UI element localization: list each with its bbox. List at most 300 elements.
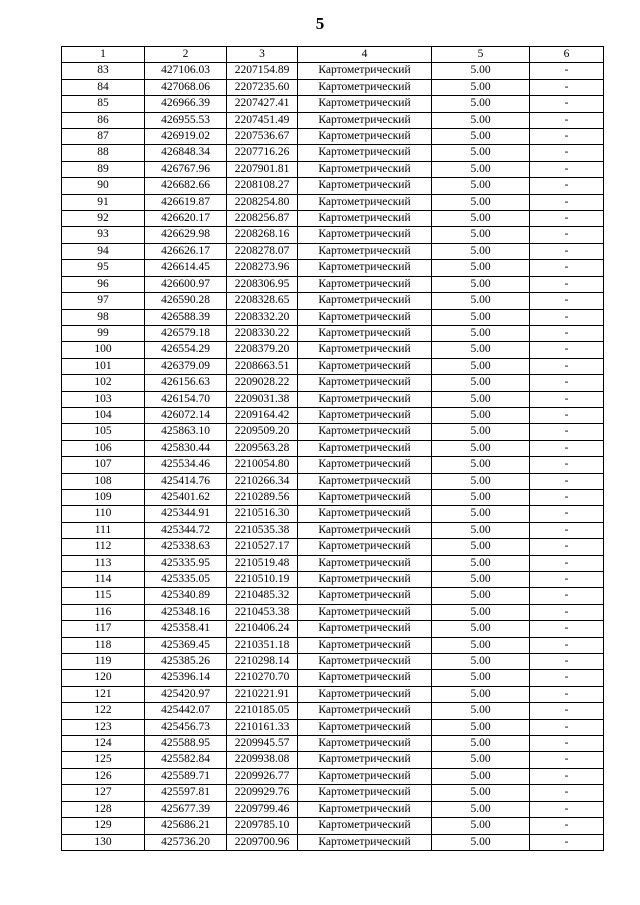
table-row — [62, 260, 604, 276]
x-coordinate-cell: 425830.44 — [145, 440, 227, 456]
table-row — [62, 424, 604, 440]
table-row — [62, 621, 604, 637]
x-coordinate-cell: 426626.17 — [145, 243, 227, 259]
table-row — [62, 785, 604, 801]
point-number-cell: 116 — [62, 604, 145, 620]
table-row — [62, 555, 604, 571]
accuracy-cell: 5.00 — [432, 309, 530, 325]
table-row — [62, 79, 604, 95]
note-cell: - — [530, 670, 604, 686]
header-cell-6: 6 — [530, 47, 604, 63]
x-coordinate-cell: 425396.14 — [145, 670, 227, 686]
x-coordinate-cell: 425582.84 — [145, 752, 227, 768]
method-cell: Картометрический — [298, 818, 432, 834]
y-coordinate-cell: 2209938.08 — [227, 752, 298, 768]
point-number-cell: 99 — [62, 325, 145, 341]
x-coordinate-cell: 426629.98 — [145, 227, 227, 243]
x-coordinate-cell: 426072.14 — [145, 407, 227, 423]
table-row — [62, 391, 604, 407]
method-cell: Картометрический — [298, 719, 432, 735]
table-row — [62, 375, 604, 391]
note-cell: - — [530, 637, 604, 653]
coordinates-table — [61, 46, 604, 851]
accuracy-cell: 5.00 — [432, 63, 530, 79]
method-cell: Картометрический — [298, 424, 432, 440]
point-number-cell: 117 — [62, 621, 145, 637]
y-coordinate-cell: 2207154.89 — [227, 63, 298, 79]
note-cell: - — [530, 194, 604, 210]
x-coordinate-cell: 425589.71 — [145, 768, 227, 784]
table-row — [62, 473, 604, 489]
method-cell: Картометрический — [298, 145, 432, 161]
y-coordinate-cell: 2210485.32 — [227, 588, 298, 604]
note-cell: - — [530, 129, 604, 145]
method-cell: Картометрический — [298, 752, 432, 768]
x-coordinate-cell: 425420.97 — [145, 686, 227, 702]
x-coordinate-cell: 426848.34 — [145, 145, 227, 161]
accuracy-cell: 5.00 — [432, 473, 530, 489]
y-coordinate-cell: 2210289.56 — [227, 489, 298, 505]
method-cell: Картометрический — [298, 522, 432, 538]
note-cell: - — [530, 112, 604, 128]
note-cell: - — [530, 178, 604, 194]
accuracy-cell: 5.00 — [432, 424, 530, 440]
y-coordinate-cell: 2207427.41 — [227, 96, 298, 112]
x-coordinate-cell: 425597.81 — [145, 785, 227, 801]
table-header-row — [62, 47, 604, 63]
x-coordinate-cell: 425401.62 — [145, 489, 227, 505]
x-coordinate-cell: 425414.76 — [145, 473, 227, 489]
note-cell: - — [530, 818, 604, 834]
y-coordinate-cell: 2208332.20 — [227, 309, 298, 325]
x-coordinate-cell: 425338.63 — [145, 539, 227, 555]
note-cell: - — [530, 63, 604, 79]
method-cell: Картометрический — [298, 342, 432, 358]
point-number-cell: 104 — [62, 407, 145, 423]
header-cell-1: 1 — [62, 47, 145, 63]
method-cell: Картометрический — [298, 309, 432, 325]
y-coordinate-cell: 2208256.87 — [227, 211, 298, 227]
y-coordinate-cell: 2210406.24 — [227, 621, 298, 637]
table-row — [62, 654, 604, 670]
point-number-cell: 101 — [62, 358, 145, 374]
accuracy-cell: 5.00 — [432, 342, 530, 358]
accuracy-cell: 5.00 — [432, 752, 530, 768]
note-cell: - — [530, 79, 604, 95]
y-coordinate-cell: 2207536.67 — [227, 129, 298, 145]
accuracy-cell: 5.00 — [432, 539, 530, 555]
method-cell: Картометрический — [298, 161, 432, 177]
accuracy-cell: 5.00 — [432, 834, 530, 850]
x-coordinate-cell: 425385.26 — [145, 654, 227, 670]
x-coordinate-cell: 425340.89 — [145, 588, 227, 604]
method-cell: Картометрический — [298, 457, 432, 473]
x-coordinate-cell: 426620.17 — [145, 211, 227, 227]
table-row — [62, 293, 604, 309]
table-row — [62, 325, 604, 341]
point-number-cell: 110 — [62, 506, 145, 522]
header-cell-2: 2 — [145, 47, 227, 63]
y-coordinate-cell: 2208663.51 — [227, 358, 298, 374]
y-coordinate-cell: 2210298.14 — [227, 654, 298, 670]
method-cell: Картометрический — [298, 293, 432, 309]
x-coordinate-cell: 425344.91 — [145, 506, 227, 522]
accuracy-cell: 5.00 — [432, 489, 530, 505]
point-number-cell: 87 — [62, 129, 145, 145]
table-row — [62, 670, 604, 686]
x-coordinate-cell: 426379.09 — [145, 358, 227, 374]
method-cell: Картометрический — [298, 79, 432, 95]
table-row — [62, 145, 604, 161]
point-number-cell: 111 — [62, 522, 145, 538]
y-coordinate-cell: 2208273.96 — [227, 260, 298, 276]
note-cell: - — [530, 703, 604, 719]
note-cell: - — [530, 358, 604, 374]
note-cell: - — [530, 243, 604, 259]
point-number-cell: 98 — [62, 309, 145, 325]
point-number-cell: 122 — [62, 703, 145, 719]
y-coordinate-cell: 2210527.17 — [227, 539, 298, 555]
table-row — [62, 194, 604, 210]
header-cell-3: 3 — [227, 47, 298, 63]
table-row — [62, 818, 604, 834]
note-cell: - — [530, 621, 604, 637]
point-number-cell: 127 — [62, 785, 145, 801]
method-cell: Картометрический — [298, 227, 432, 243]
y-coordinate-cell: 2209028.22 — [227, 375, 298, 391]
note-cell: - — [530, 424, 604, 440]
accuracy-cell: 5.00 — [432, 588, 530, 604]
table-row — [62, 637, 604, 653]
y-coordinate-cell: 2208330.22 — [227, 325, 298, 341]
note-cell: - — [530, 161, 604, 177]
point-number-cell: 105 — [62, 424, 145, 440]
table-row — [62, 834, 604, 850]
method-cell: Картометрический — [298, 112, 432, 128]
table-row — [62, 768, 604, 784]
accuracy-cell: 5.00 — [432, 785, 530, 801]
x-coordinate-cell: 426919.02 — [145, 129, 227, 145]
accuracy-cell: 5.00 — [432, 801, 530, 817]
method-cell: Картометрический — [298, 391, 432, 407]
method-cell: Картометрический — [298, 686, 432, 702]
method-cell: Картометрический — [298, 473, 432, 489]
method-cell: Картометрический — [298, 604, 432, 620]
accuracy-cell: 5.00 — [432, 391, 530, 407]
accuracy-cell: 5.00 — [432, 572, 530, 588]
note-cell: - — [530, 260, 604, 276]
y-coordinate-cell: 2209785.10 — [227, 818, 298, 834]
table-row — [62, 572, 604, 588]
x-coordinate-cell: 425358.41 — [145, 621, 227, 637]
method-cell: Картометрический — [298, 211, 432, 227]
x-coordinate-cell: 426156.63 — [145, 375, 227, 391]
method-cell: Картометрический — [298, 506, 432, 522]
note-cell: - — [530, 522, 604, 538]
method-cell: Картометрический — [298, 555, 432, 571]
method-cell: Картометрический — [298, 63, 432, 79]
y-coordinate-cell: 2207235.60 — [227, 79, 298, 95]
point-number-cell: 100 — [62, 342, 145, 358]
y-coordinate-cell: 2209926.77 — [227, 768, 298, 784]
method-cell: Картометрический — [298, 588, 432, 604]
point-number-cell: 113 — [62, 555, 145, 571]
y-coordinate-cell: 2210161.33 — [227, 719, 298, 735]
y-coordinate-cell: 2207716.26 — [227, 145, 298, 161]
note-cell: - — [530, 457, 604, 473]
x-coordinate-cell: 425736.20 — [145, 834, 227, 850]
x-coordinate-cell: 425344.72 — [145, 522, 227, 538]
note-cell: - — [530, 785, 604, 801]
method-cell: Картометрический — [298, 129, 432, 145]
y-coordinate-cell: 2210516.30 — [227, 506, 298, 522]
y-coordinate-cell: 2210453.38 — [227, 604, 298, 620]
note-cell: - — [530, 227, 604, 243]
table-row — [62, 129, 604, 145]
accuracy-cell: 5.00 — [432, 506, 530, 522]
table-row — [62, 489, 604, 505]
note-cell: - — [530, 391, 604, 407]
accuracy-cell: 5.00 — [432, 358, 530, 374]
note-cell: - — [530, 654, 604, 670]
accuracy-cell: 5.00 — [432, 211, 530, 227]
accuracy-cell: 5.00 — [432, 112, 530, 128]
table-row — [62, 457, 604, 473]
note-cell: - — [530, 293, 604, 309]
point-number-cell: 118 — [62, 637, 145, 653]
y-coordinate-cell: 2210054.80 — [227, 457, 298, 473]
point-number-cell: 120 — [62, 670, 145, 686]
table-row — [62, 342, 604, 358]
point-number-cell: 103 — [62, 391, 145, 407]
table-row — [62, 539, 604, 555]
table-row — [62, 243, 604, 259]
y-coordinate-cell: 2210221.91 — [227, 686, 298, 702]
accuracy-cell: 5.00 — [432, 719, 530, 735]
note-cell: - — [530, 555, 604, 571]
point-number-cell: 125 — [62, 752, 145, 768]
note-cell: - — [530, 276, 604, 292]
note-cell: - — [530, 572, 604, 588]
point-number-cell: 83 — [62, 63, 145, 79]
x-coordinate-cell: 426600.97 — [145, 276, 227, 292]
method-cell: Картометрический — [298, 801, 432, 817]
method-cell: Картометрический — [298, 670, 432, 686]
accuracy-cell: 5.00 — [432, 555, 530, 571]
method-cell: Картометрический — [298, 703, 432, 719]
y-coordinate-cell: 2208268.16 — [227, 227, 298, 243]
accuracy-cell: 5.00 — [432, 194, 530, 210]
method-cell: Картометрический — [298, 654, 432, 670]
accuracy-cell: 5.00 — [432, 686, 530, 702]
note-cell: - — [530, 211, 604, 227]
note-cell: - — [530, 506, 604, 522]
accuracy-cell: 5.00 — [432, 243, 530, 259]
point-number-cell: 121 — [62, 686, 145, 702]
y-coordinate-cell: 2208379.20 — [227, 342, 298, 358]
x-coordinate-cell: 427106.03 — [145, 63, 227, 79]
accuracy-cell: 5.00 — [432, 227, 530, 243]
note-cell: - — [530, 834, 604, 850]
note-cell: - — [530, 752, 604, 768]
note-cell: - — [530, 801, 604, 817]
method-cell: Картометрический — [298, 736, 432, 752]
note-cell: - — [530, 489, 604, 505]
point-number-cell: 129 — [62, 818, 145, 834]
x-coordinate-cell: 426554.29 — [145, 342, 227, 358]
y-coordinate-cell: 2208278.07 — [227, 243, 298, 259]
table-row — [62, 686, 604, 702]
x-coordinate-cell: 426767.96 — [145, 161, 227, 177]
note-cell: - — [530, 719, 604, 735]
y-coordinate-cell: 2208254.80 — [227, 194, 298, 210]
x-coordinate-cell: 426614.45 — [145, 260, 227, 276]
note-cell: - — [530, 768, 604, 784]
accuracy-cell: 5.00 — [432, 145, 530, 161]
x-coordinate-cell: 426966.39 — [145, 96, 227, 112]
method-cell: Картометрический — [298, 243, 432, 259]
method-cell: Картометрический — [298, 375, 432, 391]
accuracy-cell: 5.00 — [432, 768, 530, 784]
point-number-cell: 88 — [62, 145, 145, 161]
accuracy-cell: 5.00 — [432, 161, 530, 177]
point-number-cell: 114 — [62, 572, 145, 588]
method-cell: Картометрический — [298, 260, 432, 276]
table-row — [62, 506, 604, 522]
x-coordinate-cell: 426154.70 — [145, 391, 227, 407]
accuracy-cell: 5.00 — [432, 407, 530, 423]
note-cell: - — [530, 539, 604, 555]
note-cell: - — [530, 342, 604, 358]
accuracy-cell: 5.00 — [432, 440, 530, 456]
y-coordinate-cell: 2210270.70 — [227, 670, 298, 686]
accuracy-cell: 5.00 — [432, 654, 530, 670]
header-cell-4: 4 — [298, 47, 432, 63]
note-cell: - — [530, 309, 604, 325]
method-cell: Картометрический — [298, 325, 432, 341]
table-row — [62, 752, 604, 768]
method-cell: Картометрический — [298, 768, 432, 784]
accuracy-cell: 5.00 — [432, 79, 530, 95]
accuracy-cell: 5.00 — [432, 703, 530, 719]
x-coordinate-cell: 425588.95 — [145, 736, 227, 752]
point-number-cell: 124 — [62, 736, 145, 752]
note-cell: - — [530, 145, 604, 161]
note-cell: - — [530, 407, 604, 423]
method-cell: Картометрический — [298, 96, 432, 112]
y-coordinate-cell: 2210351.18 — [227, 637, 298, 653]
x-coordinate-cell: 426590.28 — [145, 293, 227, 309]
accuracy-cell: 5.00 — [432, 178, 530, 194]
accuracy-cell: 5.00 — [432, 522, 530, 538]
y-coordinate-cell: 2210266.34 — [227, 473, 298, 489]
table-row — [62, 96, 604, 112]
table-row — [62, 440, 604, 456]
x-coordinate-cell: 425686.21 — [145, 818, 227, 834]
method-cell: Картометрический — [298, 785, 432, 801]
note-cell: - — [530, 440, 604, 456]
point-number-cell: 109 — [62, 489, 145, 505]
y-coordinate-cell: 2209164.42 — [227, 407, 298, 423]
x-coordinate-cell: 425534.46 — [145, 457, 227, 473]
y-coordinate-cell: 2210510.19 — [227, 572, 298, 588]
point-number-cell: 115 — [62, 588, 145, 604]
note-cell: - — [530, 473, 604, 489]
point-number-cell: 94 — [62, 243, 145, 259]
accuracy-cell: 5.00 — [432, 670, 530, 686]
x-coordinate-cell: 426619.87 — [145, 194, 227, 210]
x-coordinate-cell: 426588.39 — [145, 309, 227, 325]
x-coordinate-cell: 425335.05 — [145, 572, 227, 588]
point-number-cell: 126 — [62, 768, 145, 784]
point-number-cell: 102 — [62, 375, 145, 391]
y-coordinate-cell: 2209799.46 — [227, 801, 298, 817]
x-coordinate-cell: 425369.45 — [145, 637, 227, 653]
accuracy-cell: 5.00 — [432, 129, 530, 145]
header-cell-5: 5 — [432, 47, 530, 63]
y-coordinate-cell: 2209031.38 — [227, 391, 298, 407]
point-number-cell: 130 — [62, 834, 145, 850]
accuracy-cell: 5.00 — [432, 818, 530, 834]
point-number-cell: 97 — [62, 293, 145, 309]
x-coordinate-cell: 426955.53 — [145, 112, 227, 128]
note-cell: - — [530, 736, 604, 752]
table-row — [62, 211, 604, 227]
y-coordinate-cell: 2207451.49 — [227, 112, 298, 128]
method-cell: Картометрический — [298, 637, 432, 653]
method-cell: Картометрический — [298, 572, 432, 588]
method-cell: Картометрический — [298, 440, 432, 456]
point-number-cell: 95 — [62, 260, 145, 276]
method-cell: Картометрический — [298, 621, 432, 637]
point-number-cell: 107 — [62, 457, 145, 473]
accuracy-cell: 5.00 — [432, 375, 530, 391]
note-cell: - — [530, 325, 604, 341]
point-number-cell: 84 — [62, 79, 145, 95]
y-coordinate-cell: 2209700.96 — [227, 834, 298, 850]
y-coordinate-cell: 2208328.65 — [227, 293, 298, 309]
point-number-cell: 86 — [62, 112, 145, 128]
table-row — [62, 703, 604, 719]
accuracy-cell: 5.00 — [432, 276, 530, 292]
table-row — [62, 522, 604, 538]
x-coordinate-cell: 425442.07 — [145, 703, 227, 719]
table-row — [62, 178, 604, 194]
note-cell: - — [530, 604, 604, 620]
point-number-cell: 89 — [62, 161, 145, 177]
point-number-cell: 128 — [62, 801, 145, 817]
method-cell: Картометрический — [298, 276, 432, 292]
y-coordinate-cell: 2207901.81 — [227, 161, 298, 177]
y-coordinate-cell: 2208306.95 — [227, 276, 298, 292]
x-coordinate-cell: 425677.39 — [145, 801, 227, 817]
x-coordinate-cell: 427068.06 — [145, 79, 227, 95]
x-coordinate-cell: 425456.73 — [145, 719, 227, 735]
point-number-cell: 108 — [62, 473, 145, 489]
note-cell: - — [530, 686, 604, 702]
table-row — [62, 588, 604, 604]
point-number-cell: 91 — [62, 194, 145, 210]
point-number-cell: 106 — [62, 440, 145, 456]
point-number-cell: 93 — [62, 227, 145, 243]
point-number-cell: 119 — [62, 654, 145, 670]
y-coordinate-cell: 2209563.28 — [227, 440, 298, 456]
method-cell: Картометрический — [298, 489, 432, 505]
note-cell: - — [530, 588, 604, 604]
table-row — [62, 112, 604, 128]
accuracy-cell: 5.00 — [432, 260, 530, 276]
accuracy-cell: 5.00 — [432, 293, 530, 309]
